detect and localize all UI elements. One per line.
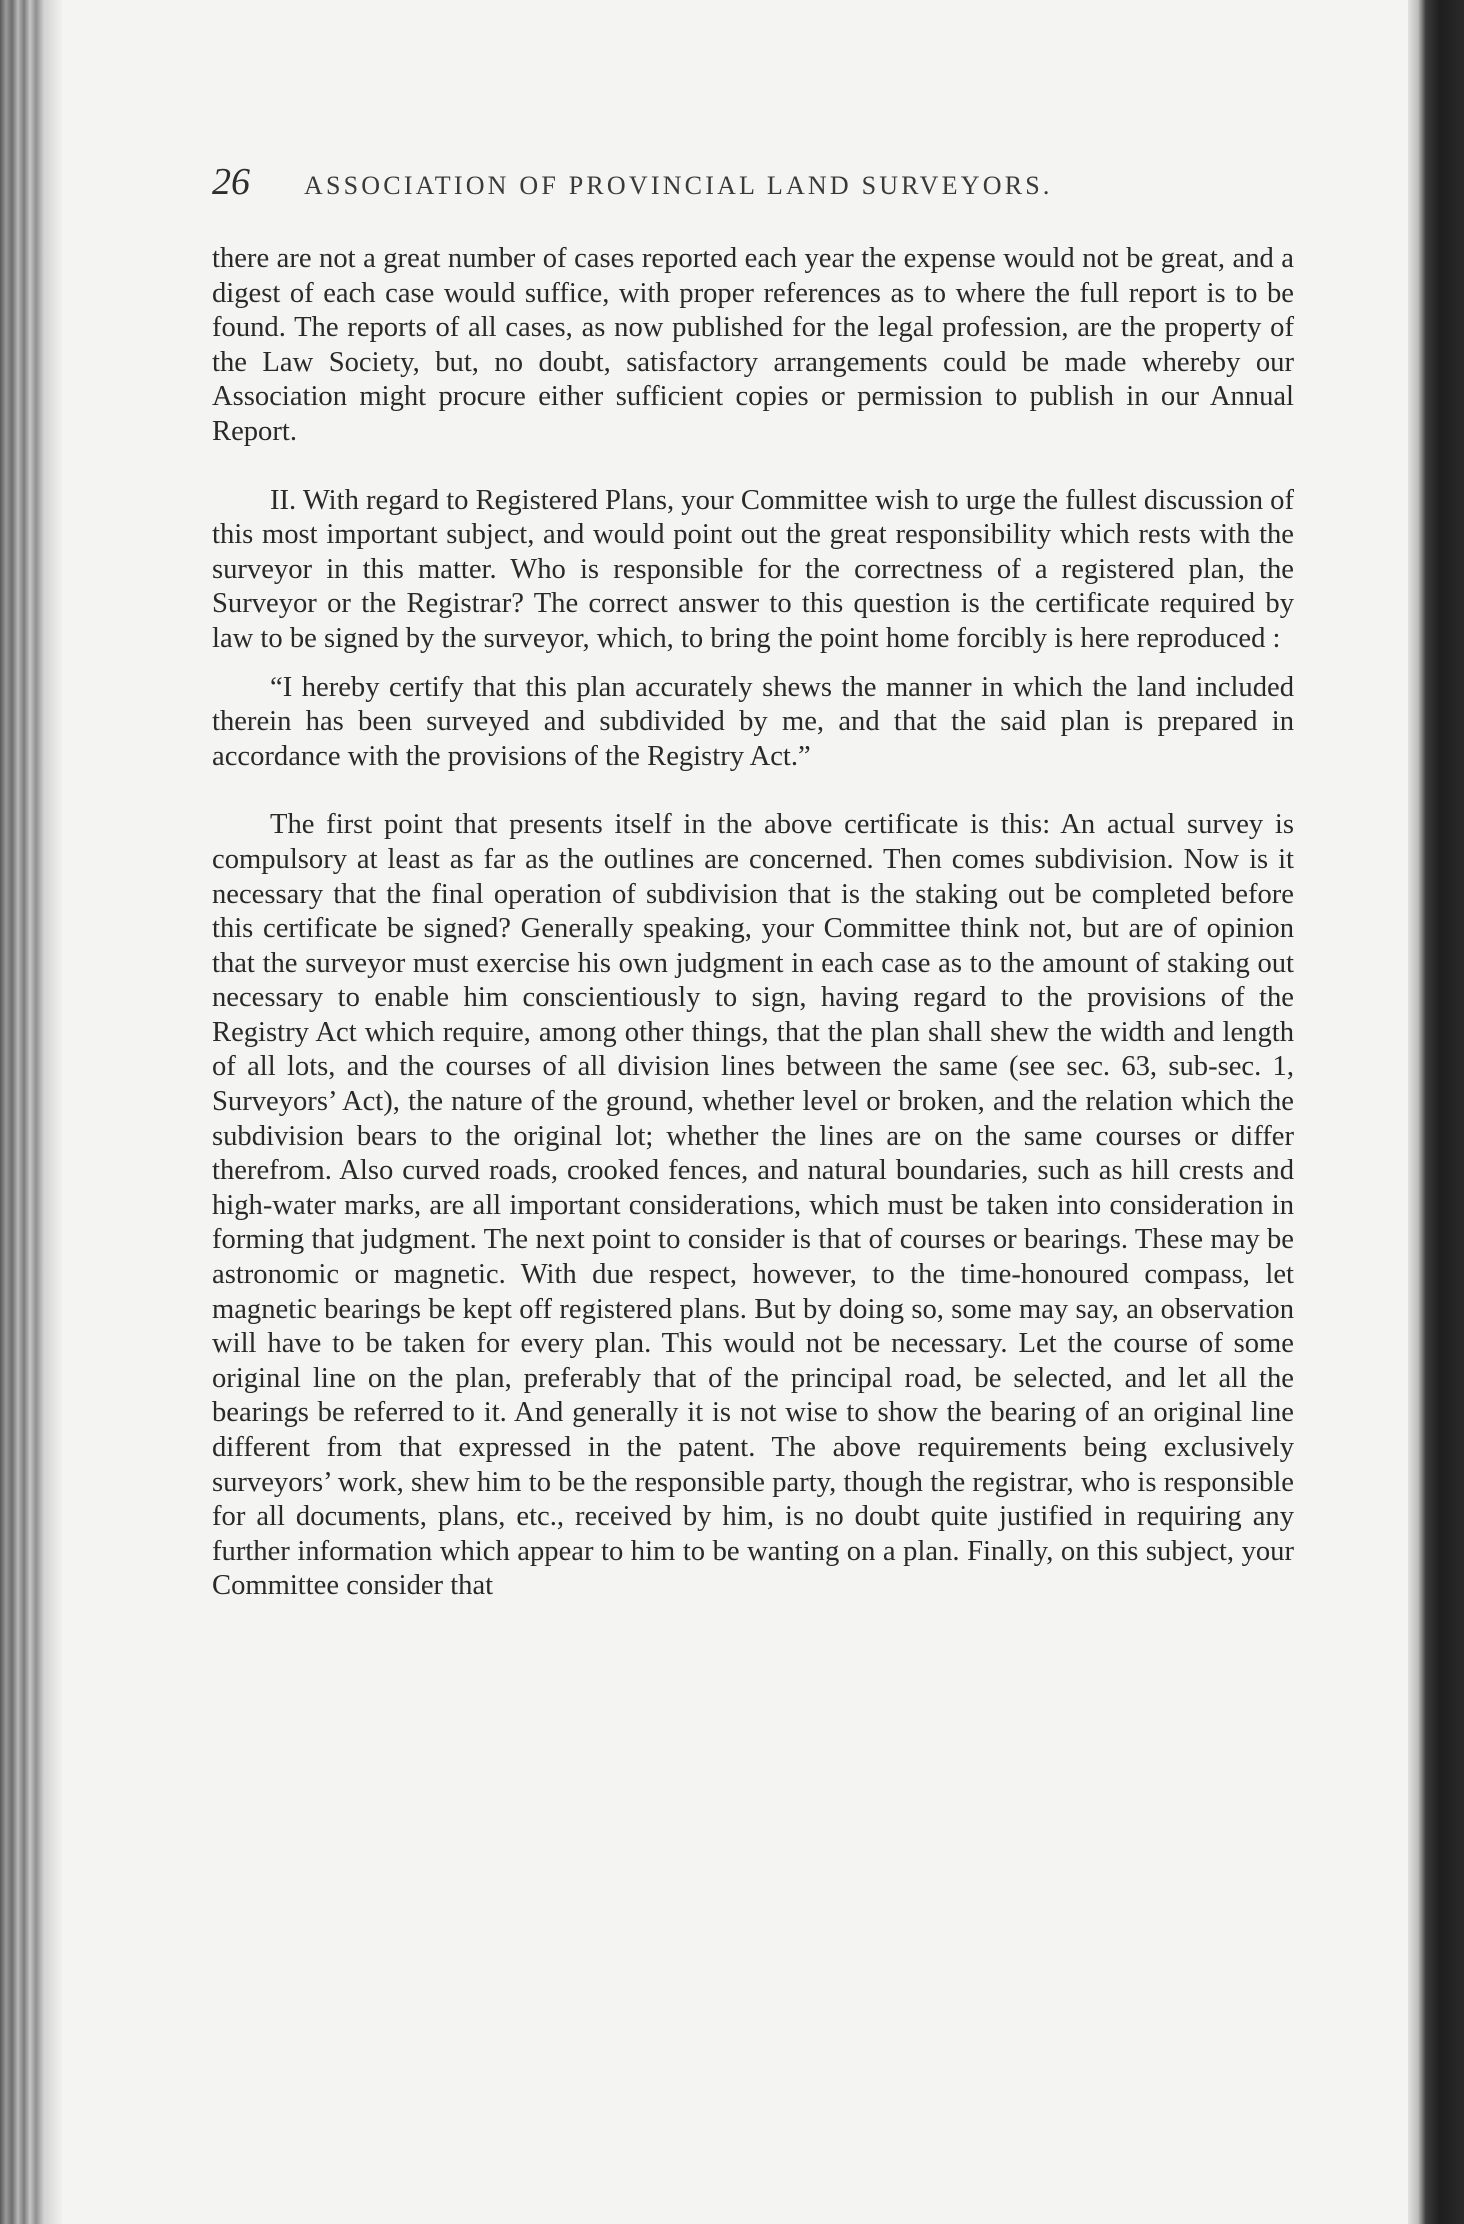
paragraph-continuation: there are not a great number of cases reported each year the expense would not be great, and a digest of each case would suffice, with proper references as to where the full report is to be found. The reports of all cases, as now published for the legal profession, are the property of the Law Society, but, no doubt, satisfactory arrangements could be made whereby our Association might procure either sufficient copies or permission to publish in our Annual Report.: [212, 243, 1294, 447]
page-number: 26: [212, 161, 250, 203]
certificate-quote: “I hereby certify that this plan accurately shews the manner in which the land included therein has been surveyed and subdivided by me, and that the said plan is prepared in accordance with the provisions of the Registry Act.”: [212, 671, 1294, 772]
binding-gutter: [0, 0, 62, 2224]
running-title: ASSOCIATION OF PROVINCIAL LAND SURVEYORS.: [304, 171, 1053, 200]
paragraph-first-point: The first point that presents itself in the above certificate is this: An actual survey is compulsory at least as far as the outlines are concerned. Then comes subdivision. Now is it necessary that the final operation of subdivision that is the staking out be completed before this certificate be signed? Generally speaking, your Committee think not, but are of opinion that the surveyor must exercise his own judgment in each case as to the amount of staking out necessary to enable him conscientiously to sign, having regard to the provisions of the Registry Act which require, among other things, that the plan shall shew the width and length of all lots, and the courses of all division lines between the same (see sec. 63, sub-sec. 1, Surveyors’ Act), the nature of the ground, whether level or broken, and the relation which the subdivision bears to the original lot; whether the lines are on the same courses or differ therefrom. Also curved roads, crooked fences, and natural boundaries, such as hill crests and high-water marks, are all important considerations, which must be taken into consideration in forming that judgment. The next point to consider is that of courses or bearings. These may be astronomic or magnetic. With due respect, however, to the time-honoured compass, let magnetic bearings be kept off registered plans. But by doing so, some may say, an observation will have to be taken for every plan. This would not be necessary. Let the course of some original line on the plan, preferably that of the principal road, be selected, and let all the bearings be referred to it. And generally it is not wise to show the bearing of an original line different from that expressed in the patent. The above requirements being exclusively surveyors’ work, shew him to be the responsible party, though the registrar, who is responsible for all documents, plans, etc., received by him, is no doubt quite justified in requiring any further information which appear to him to be wanting on a plan. Finally, on this subject, your Committee consider that: [212, 809, 1294, 1602]
book-page: [212, 160, 1294, 1604]
running-header: [212, 160, 1294, 212]
paragraph-registered-plans: II. With regard to Registered Plans, your Committee wish to urge the fullest discussion of this most important subject, and would point out the great responsibility which rests with the surveyor in this matter. Who is responsible for the correctness of a registered plan, the Surveyor or the Registrar? The correct answer to this question is the certificate required by law to be signed by the surveyor, which, to bring the point home forcibly is here reproduced :: [212, 484, 1294, 654]
page-edge-shadow: [1408, 0, 1464, 2224]
